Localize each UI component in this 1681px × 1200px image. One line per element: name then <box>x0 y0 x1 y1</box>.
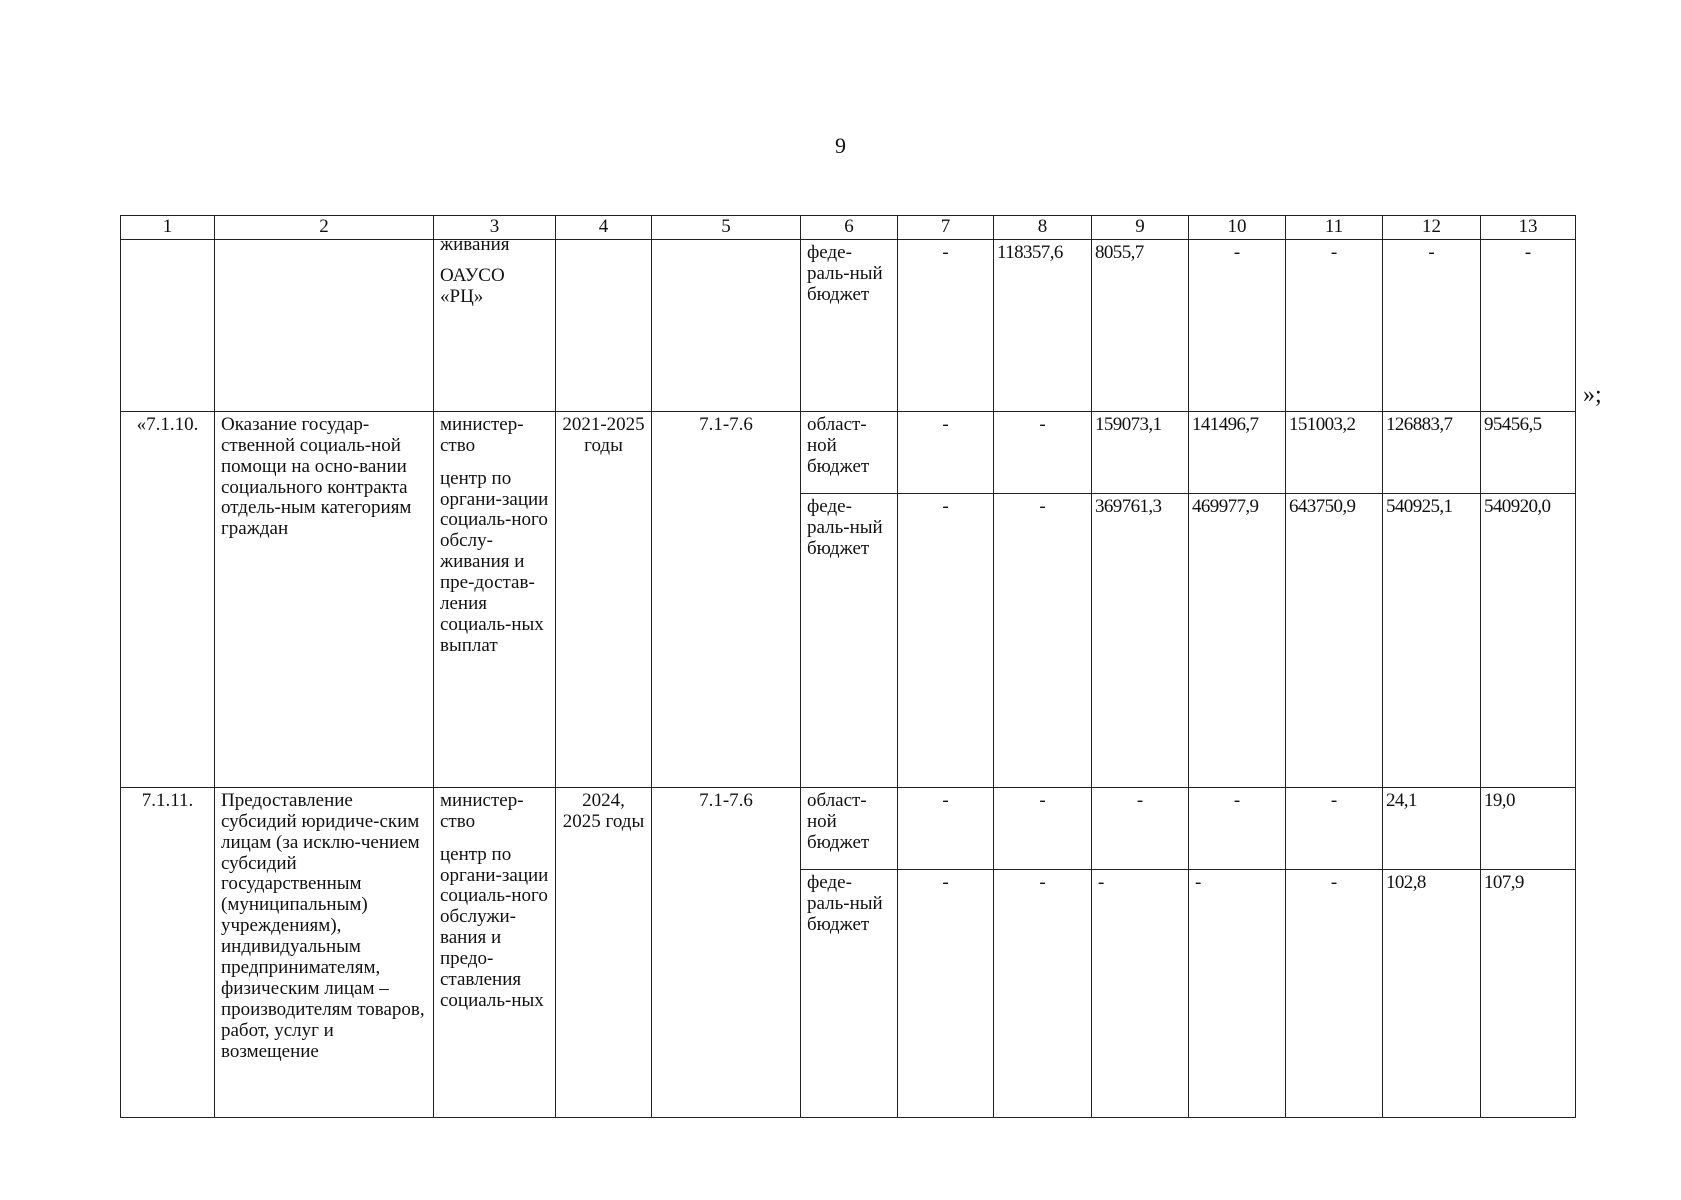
page-number: 9 <box>835 133 846 158</box>
cell-value-col-7: - <box>898 493 994 787</box>
column-number-header <box>121 216 1576 240</box>
cell-value-col-11: - <box>1286 869 1383 1117</box>
continued-row <box>121 239 1576 411</box>
cell-value-col-13: 95456,5 <box>1481 411 1576 493</box>
cell-value-col-13: 19,0 <box>1481 787 1576 869</box>
cell-value-col-9: 159073,1 <box>1092 411 1189 493</box>
header-col-13: 13 <box>1481 216 1576 240</box>
program-measures-table <box>120 215 1576 1118</box>
cell-indicators: 7.1-7.6 <box>652 787 801 1117</box>
cell-number <box>121 239 215 411</box>
executor-org: ОАУСО «РЦ» <box>440 264 505 307</box>
cell-value-col-7: - <box>898 869 994 1117</box>
cell-years: 2021-2025 годы <box>556 411 652 787</box>
closing-quote-mark: »; <box>1583 382 1602 408</box>
table-row-7-1-10-regional <box>121 411 1576 493</box>
cell-source: феде-раль-ный бюджет <box>801 239 898 411</box>
cell-value-col-7: - <box>898 787 994 869</box>
cell-value-col-9: 8055,7 <box>1092 239 1189 411</box>
cell-value-col-9: - <box>1092 787 1189 869</box>
cell-number: «7.1.10. <box>121 411 215 787</box>
cell-value-col-12: 540925,1 <box>1383 493 1481 787</box>
header-col-12: 12 <box>1383 216 1481 240</box>
cell-value-col-10: - <box>1189 869 1286 1117</box>
header-col-2: 2 <box>215 216 434 240</box>
header-col-5: 5 <box>652 216 801 240</box>
header-col-8: 8 <box>994 216 1092 240</box>
cell-executor <box>434 411 556 787</box>
header-col-10: 10 <box>1189 216 1286 240</box>
cell-value-col-9: - <box>1092 869 1189 1117</box>
cell-value-col-11: - <box>1286 239 1383 411</box>
cell-value-col-10: - <box>1189 239 1286 411</box>
cell-value-col-8: 118357,6 <box>994 239 1092 411</box>
cell-value-col-11: 643750,9 <box>1286 493 1383 787</box>
cell-value-col-10: - <box>1189 787 1286 869</box>
header-col-4: 4 <box>556 216 652 240</box>
executor-continuation: живания <box>440 233 510 255</box>
cell-source: феде-раль-ный бюджет <box>801 493 898 787</box>
header-col-3: 3 <box>434 216 556 240</box>
cell-executor <box>434 233 556 411</box>
cell-title: Оказание государ-ственной социаль-ной помощи на осно-вании социального контракта отдель-ным категориям граждан <box>215 411 434 787</box>
cell-source: област-ной бюджет <box>801 411 898 493</box>
cell-value-col-8: - <box>994 787 1092 869</box>
cell-value-col-8: - <box>994 493 1092 787</box>
executor-center: центр по органи-зации социаль-ного обслужи-вания и предо-ставления социаль-ных <box>440 843 549 1011</box>
executor-ministry: министер-ство <box>440 413 524 456</box>
cell-value-col-10: 469977,9 <box>1189 493 1286 787</box>
cell-value-col-10: 141496,7 <box>1189 411 1286 493</box>
cell-source: феде-раль-ный бюджет <box>801 869 898 1117</box>
cell-value-col-11: 151003,2 <box>1286 411 1383 493</box>
cell-value-col-13: 107,9 <box>1481 869 1576 1117</box>
executor-ministry: министер-ство <box>440 789 524 832</box>
cell-value-col-8: - <box>994 411 1092 493</box>
header-col-6: 6 <box>801 216 898 240</box>
cell-value-col-12: 126883,7 <box>1383 411 1481 493</box>
cell-value-col-12: 24,1 <box>1383 787 1481 869</box>
header-col-7: 7 <box>898 216 994 240</box>
cell-title: Предоставление субсидий юридиче-ским лицам (за исклю-чением субсидий государственным (муниципальным) учреждениям), индивидуальным предпринимателям, физическим лицам – производителям товаров, работ, услуг и возмещение <box>215 787 434 1117</box>
cell-years <box>556 239 652 411</box>
cell-indicators: 7.1-7.6 <box>652 411 801 787</box>
header-col-11: 11 <box>1286 216 1383 240</box>
cell-value-col-8: - <box>994 869 1092 1117</box>
cell-source: област-ной бюджет <box>801 787 898 869</box>
cell-number: 7.1.11. <box>121 787 215 1117</box>
cell-executor <box>434 787 556 1117</box>
cell-title <box>215 239 434 411</box>
header-col-9: 9 <box>1092 216 1189 240</box>
table-row-7-1-11-regional <box>121 787 1576 869</box>
cell-value-col-9: 369761,3 <box>1092 493 1189 787</box>
cell-value-col-12: - <box>1383 239 1481 411</box>
cell-value-col-12: 102,8 <box>1383 869 1481 1117</box>
cell-indicators <box>652 239 801 411</box>
cell-years: 2024, 2025 годы <box>556 787 652 1117</box>
cell-value-col-13: - <box>1481 239 1576 411</box>
cell-value-col-11: - <box>1286 787 1383 869</box>
cell-value-col-7: - <box>898 239 994 411</box>
executor-center: центр по органи-зации социаль-ного обслу-живания и пре-достав-ления социаль-ных выплат <box>440 467 549 656</box>
cell-value-col-13: 540920,0 <box>1481 493 1576 787</box>
header-col-1: 1 <box>121 216 215 240</box>
cell-value-col-7: - <box>898 411 994 493</box>
